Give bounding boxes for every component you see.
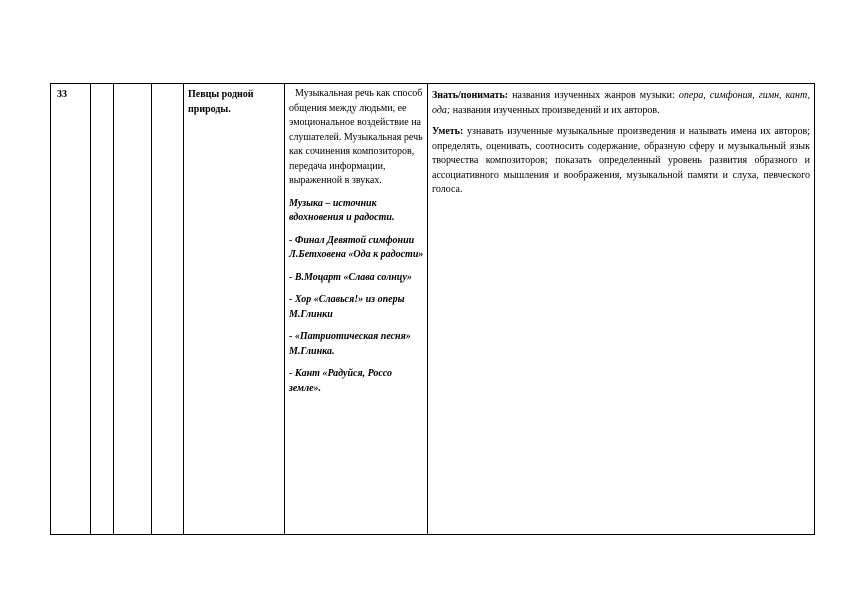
know-text-b: названия изученных произведений и их авторов. xyxy=(450,104,660,116)
empty-cell-3 xyxy=(152,84,184,535)
lesson-content xyxy=(285,84,427,396)
lesson-plan-table xyxy=(50,83,815,535)
content-item: - Хор «Славься!» из оперы М.Глинки xyxy=(289,294,405,320)
know-paragraph xyxy=(432,89,810,118)
able-text: узнавать изученные музыкальные произведения и называть имена их авторов; определять, оценивать, соотносить содержание, образную сферу и музыкальный язык творчества композиторов; показать определенный уровень развития образного и ассоциативного мышления и воображения, музыкальной памяти и слуха, певческого голоса. xyxy=(432,126,810,195)
content-item: Музыка – источник вдохновения и радости. xyxy=(289,197,395,223)
able-paragraph xyxy=(432,125,810,198)
content-item: - В.Моцарт «Слава солнцу» xyxy=(289,271,412,283)
lesson-topic: Певцы родной природы. xyxy=(188,89,254,115)
empty-cell-2 xyxy=(114,84,152,535)
content-item: - «Патриотическая песня» М.Глинка. xyxy=(289,331,411,357)
lesson-number: 33 xyxy=(57,89,67,100)
requirements-cell xyxy=(428,84,815,535)
content-item: - Финал Девятой симфонии Л.Бетховена «Ода к радости» xyxy=(289,234,424,260)
lesson-number-cell xyxy=(51,84,91,535)
content-item: - Кант «Радуйся, Россо земле». xyxy=(289,368,392,394)
table-row xyxy=(51,84,815,535)
content-cell xyxy=(285,84,428,535)
requirements xyxy=(428,84,814,198)
know-label: Знать/понимать: xyxy=(432,90,509,101)
able-label: Уметь: xyxy=(432,126,464,137)
know-genres: опера, симфония, гимн, кант, ода; xyxy=(432,90,810,116)
content-intro: Музыкальная речь как способ общения между людьми, ее эмоциональное воздействие на слушателей. Музыкальная речь как сочинения композиторов, передача информации, выраженной в звуках. xyxy=(289,88,423,186)
empty-cell-1 xyxy=(91,84,114,535)
topic-cell xyxy=(184,84,285,535)
know-text-a: названия изученных жанров музыки: xyxy=(508,90,679,101)
